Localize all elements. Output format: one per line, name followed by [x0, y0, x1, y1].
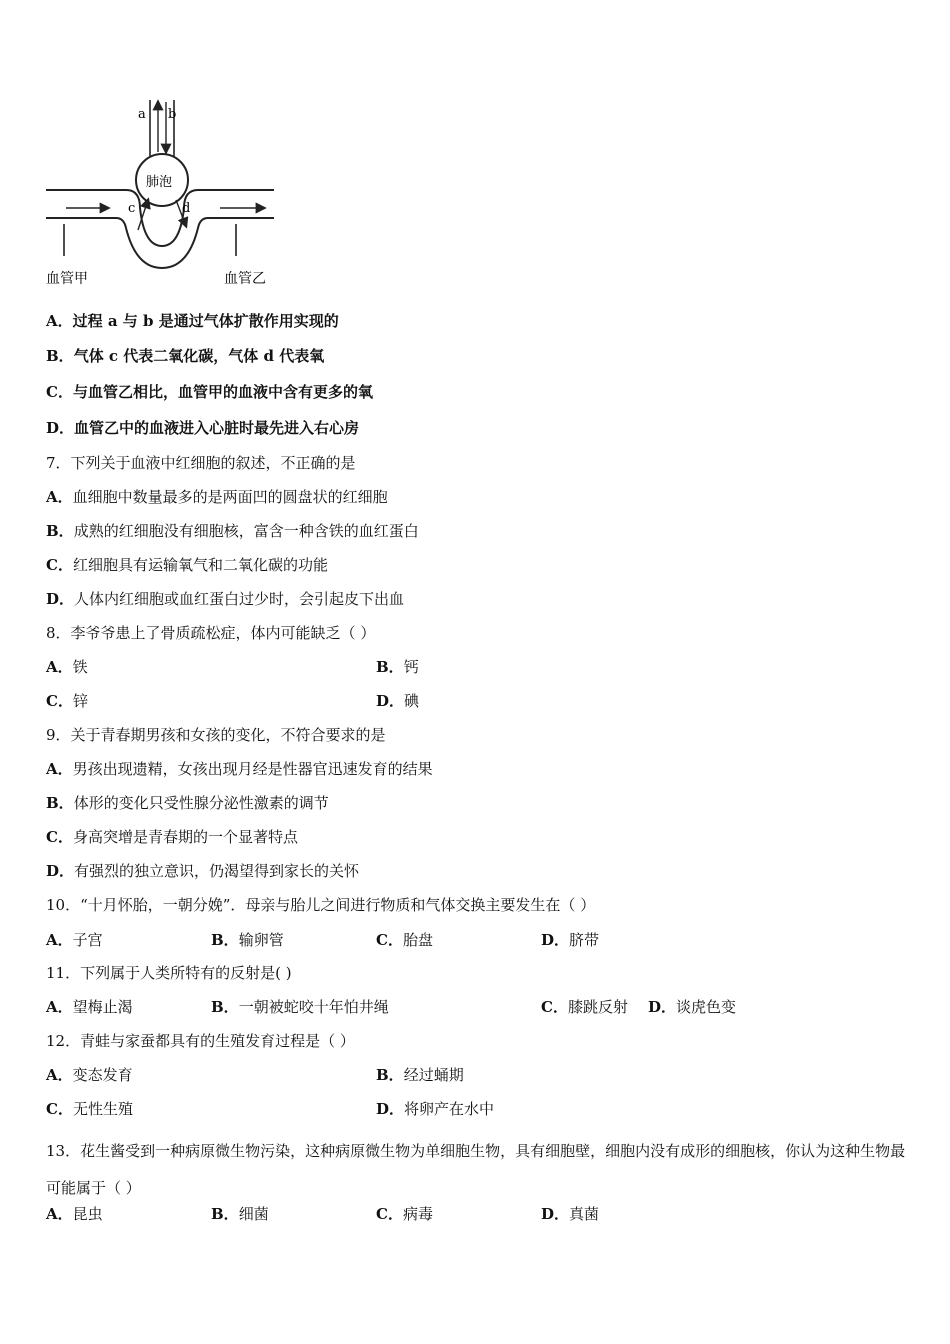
q12-option-b: B．经过蛹期 — [376, 1066, 464, 1084]
q12-stem: 12．青蛙与家蚕都具有的生殖发育过程是（ ） — [46, 1032, 355, 1050]
q6-option-a: A．过程 a 与 b 是通过气体扩散作用实现的 — [46, 312, 339, 330]
label-c: c — [128, 201, 136, 216]
q9-option-a: A．男孩出现遗精，女孩出现月经是性器官迅速发育的结果 — [46, 760, 433, 778]
q9-stem: 9．关于青春期男孩和女孩的变化，不符合要求的是 — [46, 726, 386, 744]
q10-option-c: C．胎盘 — [376, 931, 433, 949]
q9-option-d: D．有强烈的独立意识，仍渴望得到家长的关怀 — [46, 862, 360, 880]
q9-option-c: C．身高突增是青春期的一个显著特点 — [46, 828, 298, 846]
q11-option-b: B．一朝被蛇咬十年怕井绳 — [211, 998, 389, 1016]
q7-stem: 7．下列关于血液中红细胞的叙述，不正确的是 — [46, 454, 356, 472]
q10-stem: 10．“十月怀胎，一朝分娩”．母亲与胎儿之间进行物质和气体交换主要发生在（ ） — [46, 896, 596, 914]
q6-option-d: D．血管乙中的血液进入心脏时最先进入右心房 — [46, 419, 360, 437]
q8-option-d: D．碘 — [376, 692, 420, 710]
q13-option-a: A．昆虫 — [46, 1205, 103, 1223]
alveolus-diagram — [44, 96, 278, 292]
q13-stem: 13．花生酱受到一种病原微生物污染，这种病原微生物为单细胞生物，具有细胞壁，细胞内没有成形的细胞核，你认为这种生物最可能属于（ ） — [46, 1142, 906, 1197]
q11-option-c: C．膝跳反射 — [541, 998, 628, 1016]
q6-option-c: C．与血管乙相比，血管甲的血液中含有更多的氧 — [46, 383, 373, 401]
label-alveolus: 肺泡 — [146, 175, 173, 190]
label-d: d — [182, 201, 191, 216]
q6-option-b: B．气体 c 代表二氧化碳，气体 d 代表氧 — [46, 347, 325, 365]
q8-stem: 8．李爷爷患上了骨质疏松症，体内可能缺乏（ ） — [46, 624, 376, 642]
vessel-lower-wall — [46, 218, 274, 268]
label-vessel-right: 血管乙 — [224, 271, 266, 287]
q8-option-c: C．锌 — [46, 692, 88, 710]
label-vessel-left: 血管甲 — [46, 271, 88, 287]
q7-option-c: C．红细胞具有运输氧气和二氧化碳的功能 — [46, 556, 328, 574]
q13-option-c: C．病毒 — [376, 1205, 433, 1223]
q8-option-a: A．铁 — [46, 658, 88, 676]
q11-stem: 11．下列属于人类所特有的反射是( ) — [46, 964, 292, 982]
q11-option-a: A．望梅止渴 — [46, 998, 133, 1016]
q8-option-b: B．钙 — [376, 658, 419, 676]
q10-option-d: D．脐带 — [541, 931, 600, 949]
q10-option-a: A．子宫 — [46, 931, 103, 949]
q12-option-a: A．变态发育 — [46, 1066, 133, 1084]
q9-option-b: B．体形的变化只受性腺分泌性激素的调节 — [46, 794, 329, 812]
q7-option-a: A．血细胞中数量最多的是两面凹的圆盘状的红细胞 — [46, 488, 388, 506]
label-b: b — [168, 107, 177, 122]
q11-option-d: D．谈虎色变 — [648, 998, 737, 1016]
q10-option-b: B．输卵管 — [211, 931, 284, 949]
label-a: a — [138, 107, 146, 122]
q12-option-d: D．将卵产在水中 — [376, 1100, 495, 1118]
q7-option-b: B．成熟的红细胞没有细胞核，富含一种含铁的血红蛋白 — [46, 522, 419, 540]
q12-option-c: C．无性生殖 — [46, 1100, 133, 1118]
q13-option-d: D．真菌 — [541, 1205, 600, 1223]
q7-option-d: D．人体内红细胞或血红蛋白过少时，会引起皮下出血 — [46, 590, 405, 608]
q13-option-b: B．细菌 — [211, 1205, 269, 1223]
